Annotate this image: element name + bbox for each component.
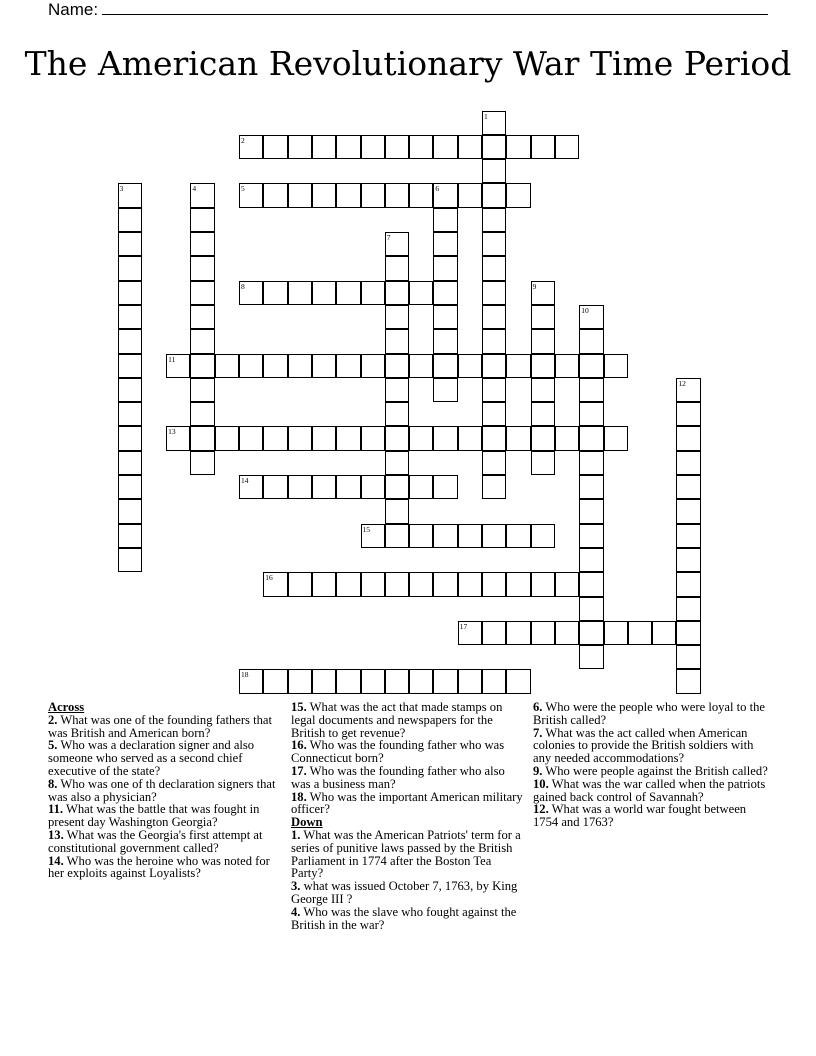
crossword-cell[interactable] [433,378,457,402]
crossword-cell[interactable] [239,426,263,450]
clue-number: 3 [119,184,124,194]
crossword-cell[interactable] [628,621,652,645]
crossword-cell[interactable] [604,354,628,378]
crossword-cell[interactable] [190,451,214,475]
clue-number: 13 [168,427,176,437]
crossword-cell[interactable] [118,305,142,329]
clue-down: 6. Who were the people who were loyal to the British called? [533,700,765,727]
crossword-cell[interactable] [579,572,603,596]
crossword-cell[interactable] [555,354,579,378]
crossword-cell[interactable] [385,281,409,305]
crossword-cell[interactable] [531,354,555,378]
crossword-cell[interactable] [676,597,700,621]
crossword-cell[interactable] [458,426,482,450]
crossword-cell[interactable] [482,256,506,280]
clue-number: 7 [386,233,391,242]
clue-across: 2. What was one of the founding fathers that was British and American born? [48,712,272,740]
crossword-cell[interactable] [190,232,214,256]
crossword-cell[interactable] [482,524,506,548]
crossword-cell[interactable] [190,378,214,402]
clue-down: 10. What was the war called when the patriots gained back control of Savannah? [533,776,766,804]
crossword-cell[interactable] [579,475,603,499]
crossword-cell[interactable] [312,669,336,693]
crossword-cell[interactable] [579,354,603,378]
crossword-cell[interactable] [579,426,603,450]
crossword-cell[interactable] [531,524,555,548]
crossword-cell[interactable] [336,426,360,450]
crossword-cell[interactable] [482,232,506,256]
crossword-cell[interactable] [361,183,385,207]
crossword-cell[interactable] [482,669,506,693]
crossword-cell[interactable] [385,524,409,548]
crossword-cell[interactable] [288,669,312,693]
crossword-cell[interactable] [676,451,700,475]
crossword-cell[interactable] [190,329,214,353]
clue-down: 9. Who were people against the British called? [533,763,768,778]
crossword-cell[interactable] [482,451,506,475]
clue-number: 6 [435,184,440,194]
crossword-cell[interactable] [579,378,603,402]
crossword-cell[interactable] [409,183,433,207]
crossword-cell[interactable] [506,669,530,693]
crossword-cell[interactable] [555,621,579,645]
crossword-cell[interactable] [579,524,603,548]
crossword-cell[interactable] [312,354,336,378]
crossword-cell[interactable] [531,402,555,426]
crossword-cell[interactable] [336,354,360,378]
clue-number: 1 [484,111,488,121]
crossword-cell[interactable] [409,354,433,378]
crossword-cell[interactable] [118,329,142,353]
crossword-cell[interactable] [482,208,506,232]
crossword-cell[interactable] [458,183,482,207]
clues-column-2 [291,701,523,931]
crossword-cell[interactable] [433,475,457,499]
crossword-cell[interactable] [190,354,214,378]
crossword-cell[interactable] [190,256,214,280]
crossword-cell[interactable] [458,572,482,596]
crossword-cell[interactable] [361,426,385,450]
crossword-cell[interactable] [458,669,482,693]
crossword-cell[interactable] [336,572,360,596]
crossword-cell[interactable] [433,572,457,596]
crossword-cell[interactable] [288,475,312,499]
crossword-cell[interactable] [482,329,506,353]
crossword-cell[interactable] [215,354,239,378]
crossword-cell[interactable] [579,451,603,475]
crossword-cell[interactable] [433,232,457,256]
crossword-cell[interactable] [312,183,336,207]
crossword-cell[interactable] [385,475,409,499]
crossword-cell[interactable] [676,621,700,645]
clue-down: 1. What was the American Patriots' term for a series of punitive laws passed by the British Parliament in 1774 after the Boston Tea Party? [291,827,521,881]
clue-number: 8 [241,281,245,291]
crossword-cell[interactable] [118,524,142,548]
crossword-cell[interactable] [676,645,700,669]
crossword-cell[interactable] [676,524,700,548]
crossword-cell[interactable] [263,669,287,693]
crossword-cell[interactable] [385,354,409,378]
crossword-cell[interactable] [118,378,142,402]
crossword-cell[interactable] [433,524,457,548]
crossword-cell[interactable] [190,305,214,329]
clue-across: 8. Who was one of th declaration signers that was also a physician? [48,776,276,804]
clue-across: 17. Who was the founding father who also was a business man? [291,763,505,791]
crossword-cell[interactable] [385,305,409,329]
clue-across: 16. Who was the founding father who was Connecticut born? [291,738,505,766]
crossword-cell[interactable] [409,475,433,499]
crossword-cell[interactable] [263,354,287,378]
clue-across: 13. What was the Georgia's first attempt at constitutional government called? [48,827,263,855]
crossword-cell[interactable] [312,426,336,450]
crossword-cell[interactable] [531,451,555,475]
crossword-cell[interactable] [676,426,700,450]
crossword-cell[interactable] [263,135,287,159]
crossword-cell[interactable] [336,475,360,499]
clue-across: 14. Who was the heroine who was noted for her exploits against Loyalists? [48,853,270,881]
clue-down: 12. What was a world war fought between 1754 and 1763? [533,802,747,830]
crossword-cell[interactable] [458,354,482,378]
crossword-cell[interactable] [506,426,530,450]
crossword-cell[interactable] [385,329,409,353]
crossword-cell[interactable] [482,354,506,378]
crossword-cell[interactable] [555,426,579,450]
crossword-cell[interactable] [482,183,506,207]
crossword-cell[interactable] [361,354,385,378]
crossword-cell[interactable] [190,402,214,426]
crossword-cell[interactable] [118,548,142,572]
crossword-cell[interactable] [458,524,482,548]
crossword-cell[interactable] [336,135,360,159]
across-heading: Across [48,700,85,714]
crossword-cell[interactable] [385,135,409,159]
clue-number: 12 [678,378,686,388]
crossword-cell[interactable] [482,402,506,426]
crossword-cell[interactable] [482,621,506,645]
clue-across: 18. Who was the important American military officer? [291,789,523,817]
crossword-cell[interactable] [409,135,433,159]
crossword-cell[interactable] [555,572,579,596]
clues-column-1 [48,701,280,880]
crossword-cell[interactable] [506,135,530,159]
crossword-cell[interactable] [579,329,603,353]
crossword-cell[interactable] [676,499,700,523]
clue-across: 15. What was the act that made stamps on legal documents and newspapers for the British to get revenue? [291,700,503,740]
crossword-cell[interactable] [531,621,555,645]
crossword-cell[interactable] [482,572,506,596]
crossword-cell[interactable] [482,378,506,402]
crossword-cell[interactable] [409,669,433,693]
crossword-cell[interactable] [118,281,142,305]
crossword-cell[interactable] [676,669,700,693]
crossword-cell[interactable] [288,426,312,450]
crossword-cell[interactable] [579,645,603,669]
crossword-cell[interactable] [361,669,385,693]
crossword-cell[interactable] [361,135,385,159]
crossword-cell[interactable] [118,451,142,475]
crossword-cell[interactable] [604,621,628,645]
crossword-cell[interactable] [263,183,287,207]
crossword-cell[interactable] [531,135,555,159]
down-heading: Down [291,815,323,830]
crossword-cell[interactable] [118,232,142,256]
crossword-cell[interactable] [482,475,506,499]
clue-number: 4 [192,184,197,194]
crossword-cell[interactable] [409,524,433,548]
clue-number: 17 [459,621,468,631]
crossword-cell[interactable] [676,402,700,426]
crossword-cell[interactable] [433,354,457,378]
crossword-cell[interactable] [288,354,312,378]
crossword-cell[interactable] [385,183,409,207]
crossword-cell[interactable] [385,402,409,426]
crossword-cell[interactable] [312,475,336,499]
clue-number: 18 [241,670,249,680]
page-title: The American Revolutionary War Time Period [24,44,792,83]
crossword-cell[interactable] [506,183,530,207]
crossword-cell[interactable] [336,669,360,693]
crossword-cell[interactable] [531,572,555,596]
clue-number: 10 [581,305,589,315]
crossword-cell[interactable] [433,208,457,232]
clue-down: 7. What was the act called when American colonies to provide the British soldiers with any needed accommodations? [533,725,754,766]
crossword-cell[interactable] [385,426,409,450]
crossword-cell[interactable] [118,402,142,426]
crossword-cell[interactable] [579,621,603,645]
crossword-cell[interactable] [433,281,457,305]
name-label: Name: [48,0,99,19]
crossword-cell[interactable] [312,572,336,596]
clue-number: 5 [241,184,245,194]
crossword-cell[interactable] [409,426,433,450]
crossword-cell[interactable] [312,281,336,305]
crossword-cell[interactable] [531,305,555,329]
crossword-cell[interactable] [118,475,142,499]
crossword-cell[interactable] [361,281,385,305]
crossword-cell[interactable] [361,572,385,596]
crossword-cell[interactable] [555,135,579,159]
crossword-cell[interactable] [118,499,142,523]
crossword-cell[interactable] [433,256,457,280]
crossword-cell[interactable] [458,135,482,159]
crossword-cell[interactable] [433,426,457,450]
crossword-cell[interactable] [482,135,506,159]
crossword-cell[interactable] [506,621,530,645]
crossword-cell[interactable] [604,426,628,450]
crossword-cell[interactable] [676,572,700,596]
clue-number: 11 [168,354,176,364]
crossword-cell[interactable] [190,426,214,450]
crossword-cell[interactable] [190,208,214,232]
crossword-cell[interactable] [190,281,214,305]
crossword-cell[interactable] [506,524,530,548]
crossword-cell[interactable] [385,451,409,475]
crossword-cell[interactable] [118,354,142,378]
clue-number: 9 [532,281,537,291]
crossword-cell[interactable] [385,378,409,402]
clue-down: 3. what was issued October 7, 1763, by King George III ? [291,879,518,906]
crossword-cell[interactable] [361,475,385,499]
crossword-cell[interactable] [482,305,506,329]
crossword-cell[interactable] [482,426,506,450]
crossword-cell[interactable] [409,572,433,596]
crossword-cell[interactable] [506,354,530,378]
crossword-cell[interactable] [385,572,409,596]
clue-across: 5. Who was a declaration signer and also someone who served as a second chief executive of the state? [48,738,255,778]
crossword-cell[interactable] [385,256,409,280]
crossword-cell[interactable] [652,621,676,645]
crossword-cell[interactable] [118,256,142,280]
crossword-cell[interactable] [118,208,142,232]
crossword-cell[interactable] [433,329,457,353]
clue-number: 2 [241,135,245,145]
clue-down: 4. Who was the slave who fought against the British in the war? [291,904,517,932]
crossword-cell[interactable] [385,669,409,693]
crossword-cell[interactable] [531,329,555,353]
clue-number: 16 [265,573,273,583]
crossword-cell[interactable] [263,426,287,450]
crossword-cell[interactable] [263,475,287,499]
crossword-cell[interactable] [288,135,312,159]
clue-across: 11. What was the battle that was fought in present day Washington Georgia? [48,802,260,830]
crossword-cell[interactable] [676,548,700,572]
crossword-cell[interactable] [288,572,312,596]
crossword-cell[interactable] [433,305,457,329]
crossword-cell[interactable] [433,669,457,693]
crossword-cell[interactable] [118,426,142,450]
crossword-cell[interactable] [409,281,433,305]
crossword-cell[interactable] [579,499,603,523]
crossword-cell[interactable] [215,426,239,450]
crossword-cell[interactable] [433,135,457,159]
crossword-cell[interactable] [288,281,312,305]
clue-number: 14 [241,476,249,485]
crossword-cell[interactable] [676,475,700,499]
crossword-cell[interactable] [482,281,506,305]
crossword-cell[interactable] [531,378,555,402]
crossword-cell[interactable] [336,183,360,207]
crossword-cell[interactable] [531,426,555,450]
crossword-cell[interactable] [336,281,360,305]
crossword-cell[interactable] [482,159,506,183]
crossword-cell[interactable] [579,597,603,621]
crossword-cell[interactable] [385,499,409,523]
clue-number: 15 [362,524,370,534]
crossword-cell[interactable] [506,572,530,596]
crossword-cell[interactable] [312,135,336,159]
crossword-cell[interactable] [579,402,603,426]
crossword-cell[interactable] [239,354,263,378]
crossword-cell[interactable] [263,281,287,305]
clues-column-3 [533,701,769,829]
crossword-cell[interactable] [288,183,312,207]
crossword-cell[interactable] [579,548,603,572]
